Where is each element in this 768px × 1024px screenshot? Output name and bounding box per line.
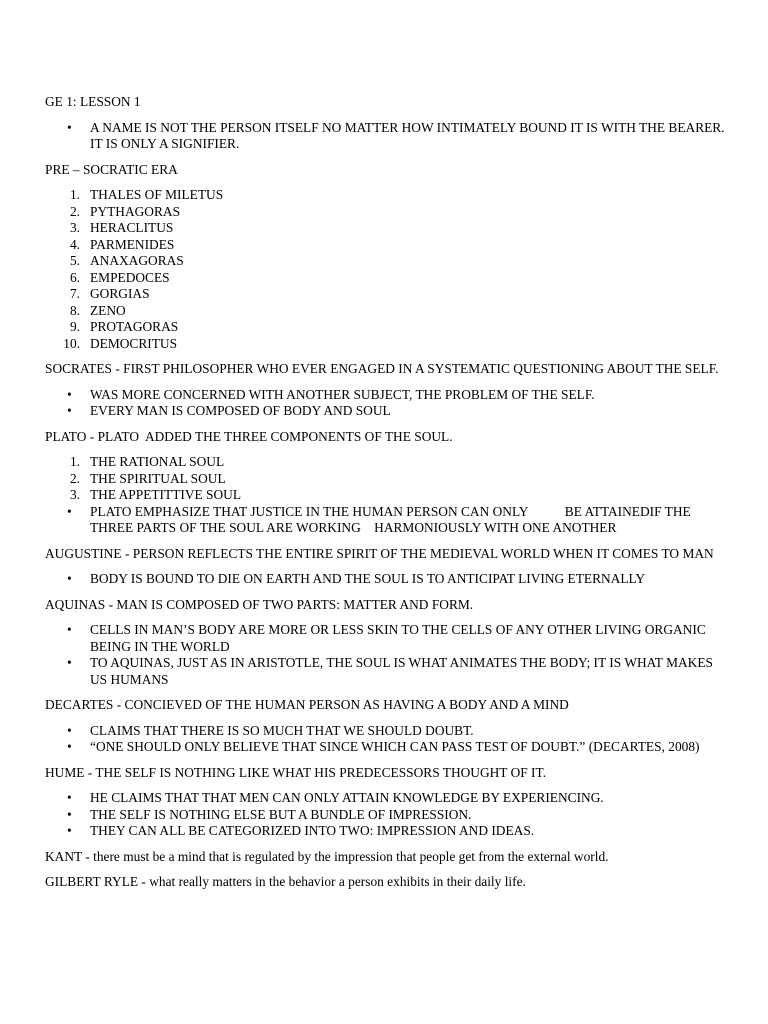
hume-bullet-list xyxy=(45,790,725,840)
presocratic-heading: PRE – SOCRATIC ERA xyxy=(45,161,178,177)
socrates-bullet-list xyxy=(45,387,725,420)
list-text: ZENO xyxy=(90,302,126,318)
list-number: 2. xyxy=(69,470,80,486)
list-number: 6. xyxy=(69,269,80,285)
list-text: PYTHAGORAS xyxy=(90,203,181,219)
list-number: 1. xyxy=(69,187,80,202)
presocratic-list xyxy=(45,187,725,352)
list-text: THE APPETITTIVE SOUL xyxy=(90,487,242,502)
decartes-heading: DECARTES - CONCIEVED OF THE HUMAN PERSON AS HAVING A BODY AND A MIND xyxy=(45,697,569,712)
kant-paragraph: KANT - there must be a mind that is regulated by the impression that people get from the external world. xyxy=(45,848,609,864)
bullet-item: • HE CLAIMS THAT THAT MEN CAN ONLY ATTAIN KNOWLEDGE BY EXPERIENCING. xyxy=(45,790,725,807)
list-number: 8. xyxy=(69,302,80,318)
list-item xyxy=(45,471,725,488)
list-item xyxy=(45,303,725,320)
list-text: PARMENIDES xyxy=(90,236,175,252)
list-number: 4. xyxy=(69,236,80,252)
list-text: ANAXAGORAS xyxy=(90,253,184,268)
list-item xyxy=(45,237,725,254)
bullet-item: • WAS MORE CONCERNED WITH ANOTHER SUBJECT, THE PROBLEM OF THE SELF. xyxy=(45,387,725,404)
list-number: 7. xyxy=(69,286,80,301)
list-text: THE RATIONAL SOUL xyxy=(90,454,225,469)
bullet-item: • EVERY MAN IS COMPOSED OF BODY AND SOUL xyxy=(45,403,725,420)
list-item xyxy=(45,187,725,204)
bullet-item: • A NAME IS NOT THE PERSON ITSELF NO MATTER HOW INTIMATELY BOUND IT IS WITH THE BEARER. IT IS ONLY A SIGNIFIER. xyxy=(45,120,725,153)
list-item xyxy=(45,487,725,504)
list-item xyxy=(45,454,725,471)
list-item xyxy=(45,270,725,287)
list-number: 3. xyxy=(69,220,80,235)
bullet-item: • TO AQUINAS, JUST AS IN ARISTOTLE, THE SOUL IS WHAT ANIMATES THE BODY; IT IS WHAT MAKES US HUMANS xyxy=(45,655,725,688)
list-item xyxy=(45,286,725,303)
ryle-paragraph: GILBERT RYLE - what really matters in the behavior a person exhibits in their daily life. xyxy=(45,874,526,889)
list-text: GORGIAS xyxy=(90,286,150,301)
bullet-item: • “ONE SHOULD ONLY BELIEVE THAT SINCE WHICH CAN PASS TEST OF DOUBT.” (DECARTES, 2008) xyxy=(45,739,725,756)
augustine-heading: AUGUSTINE - PERSON REFLECTS THE ENTIRE SPIRIT OF THE MEDIEVAL WORLD WHEN IT COMES TO MAN xyxy=(45,545,714,561)
bullet-item: • CLAIMS THAT THERE IS SO MUCH THAT WE SHOULD DOUBT. xyxy=(45,723,725,740)
list-text: DEMOCRITUS xyxy=(90,335,178,351)
document-body xyxy=(45,94,725,900)
list-text: HERACLITUS xyxy=(90,220,174,235)
bullet-item: • THE SELF IS NOTHING ELSE BUT A BUNDLE OF IMPRESSION. xyxy=(45,807,725,824)
list-item xyxy=(45,253,725,270)
intro-bullet-list xyxy=(45,120,725,153)
list-item xyxy=(45,336,725,353)
aquinas-bullet-list xyxy=(45,622,725,688)
list-number: 10. xyxy=(63,335,80,351)
list-item xyxy=(45,220,725,237)
hume-heading: HUME - THE SELF IS NOTHING LIKE WHAT HIS PREDECESSORS THOUGHT OF IT. xyxy=(45,764,547,780)
aquinas-heading: AQUINAS - MAN IS COMPOSED OF TWO PARTS: MATTER AND FORM. xyxy=(45,596,474,612)
augustine-bullet-list xyxy=(45,571,725,588)
list-number: 1. xyxy=(69,454,80,469)
bullet-item: • BODY IS BOUND TO DIE ON EARTH AND THE SOUL IS TO ANTICIPAT LIVING ETERNALLY xyxy=(45,571,725,588)
list-item xyxy=(45,319,725,336)
plato-list xyxy=(45,454,725,537)
socrates-heading: SOCRATES - FIRST PHILOSOPHER WHO EVER ENGAGED IN A SYSTEMATIC QUESTIONING ABOUT THE SELF. xyxy=(45,361,719,376)
plato-heading: PLATO - PLATO ADDED THE THREE COMPONENTS OF THE SOUL. xyxy=(45,428,453,444)
list-number: 5. xyxy=(69,253,80,268)
list-number: 3. xyxy=(69,487,80,502)
list-text: PROTAGORAS xyxy=(90,319,179,334)
list-text: EMPEDOCES xyxy=(90,269,170,285)
document-title: GE 1: LESSON 1 xyxy=(45,94,141,109)
bullet-item: • CELLS IN MAN’S BODY ARE MORE OR LESS SKIN TO THE CELLS OF ANY OTHER LIVING ORGANIC BEING IN THE WORLD xyxy=(45,622,725,655)
decartes-bullet-list xyxy=(45,723,725,756)
list-text: THE SPIRITUAL SOUL xyxy=(90,470,226,486)
bullet-item: • PLATO EMPHASIZE THAT JUSTICE IN THE HUMAN PERSON CAN ONLY BE ATTAINEDIF THE THREE PARTS OF THE SOUL ARE WORKING HARMONIOUSLY WITH ONE ANOTHER xyxy=(45,504,725,537)
list-item xyxy=(45,204,725,221)
bullet-item: • THEY CAN ALL BE CATEGORIZED INTO TWO: IMPRESSION AND IDEAS. xyxy=(45,823,725,840)
list-number: 9. xyxy=(69,319,80,334)
list-text: THALES OF MILETUS xyxy=(90,187,224,202)
list-number: 2. xyxy=(69,203,80,219)
